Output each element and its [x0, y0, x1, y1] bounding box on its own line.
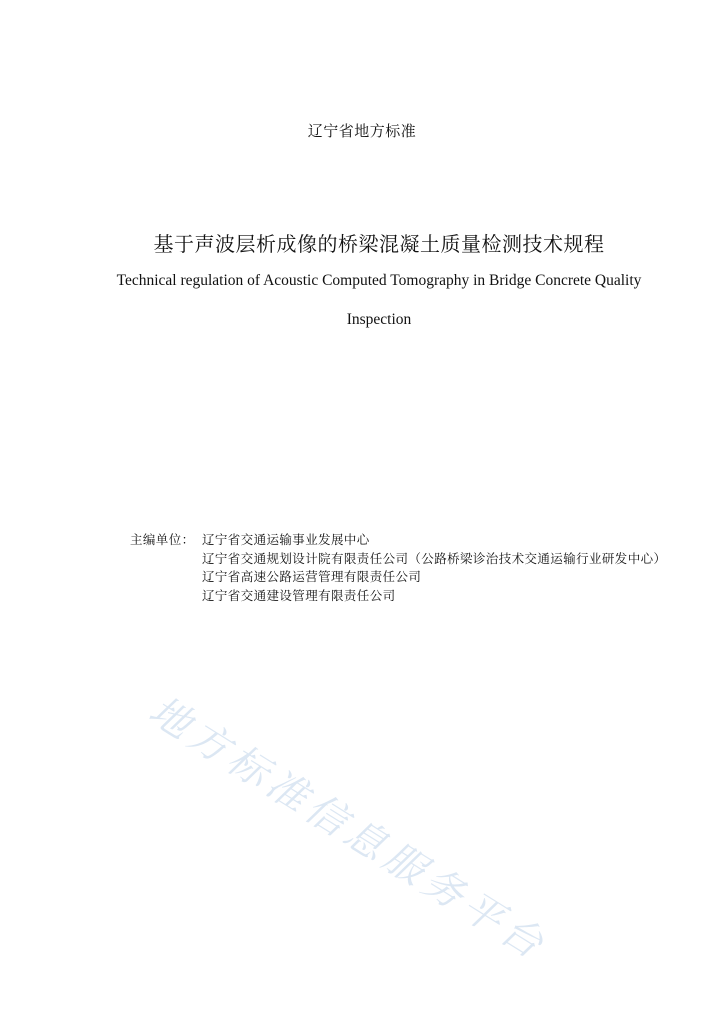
document-title-english-line2: Inspection — [346, 311, 412, 328]
editor-unit: 辽宁省交通规划设计院有限责任公司（公路桥梁诊治技术交通运输行业研发中心） — [202, 550, 667, 566]
editor-unit: 辽宁省交通运输事业发展中心 — [202, 532, 370, 547]
editor-unit: 辽宁省交通建设管理有限责任公司 — [202, 587, 396, 603]
chief-editors-list — [202, 531, 667, 605]
editor-unit: 辽宁省高速公路运营管理有限责任公司 — [202, 569, 422, 584]
document-title-english-line1: Technical regulation of Acoustic Computed Tomography in Bridge Concrete Quality — [116, 272, 642, 289]
standard-category-label: 辽宁省地方标准 — [307, 122, 417, 140]
chief-editors-label: 主编单位： — [130, 532, 195, 547]
document-title-chinese: 基于声波层析成像的桥梁混凝土质量检测技术规程 — [153, 232, 605, 256]
watermark-text: 地方标准信息服务平台 — [140, 687, 556, 971]
